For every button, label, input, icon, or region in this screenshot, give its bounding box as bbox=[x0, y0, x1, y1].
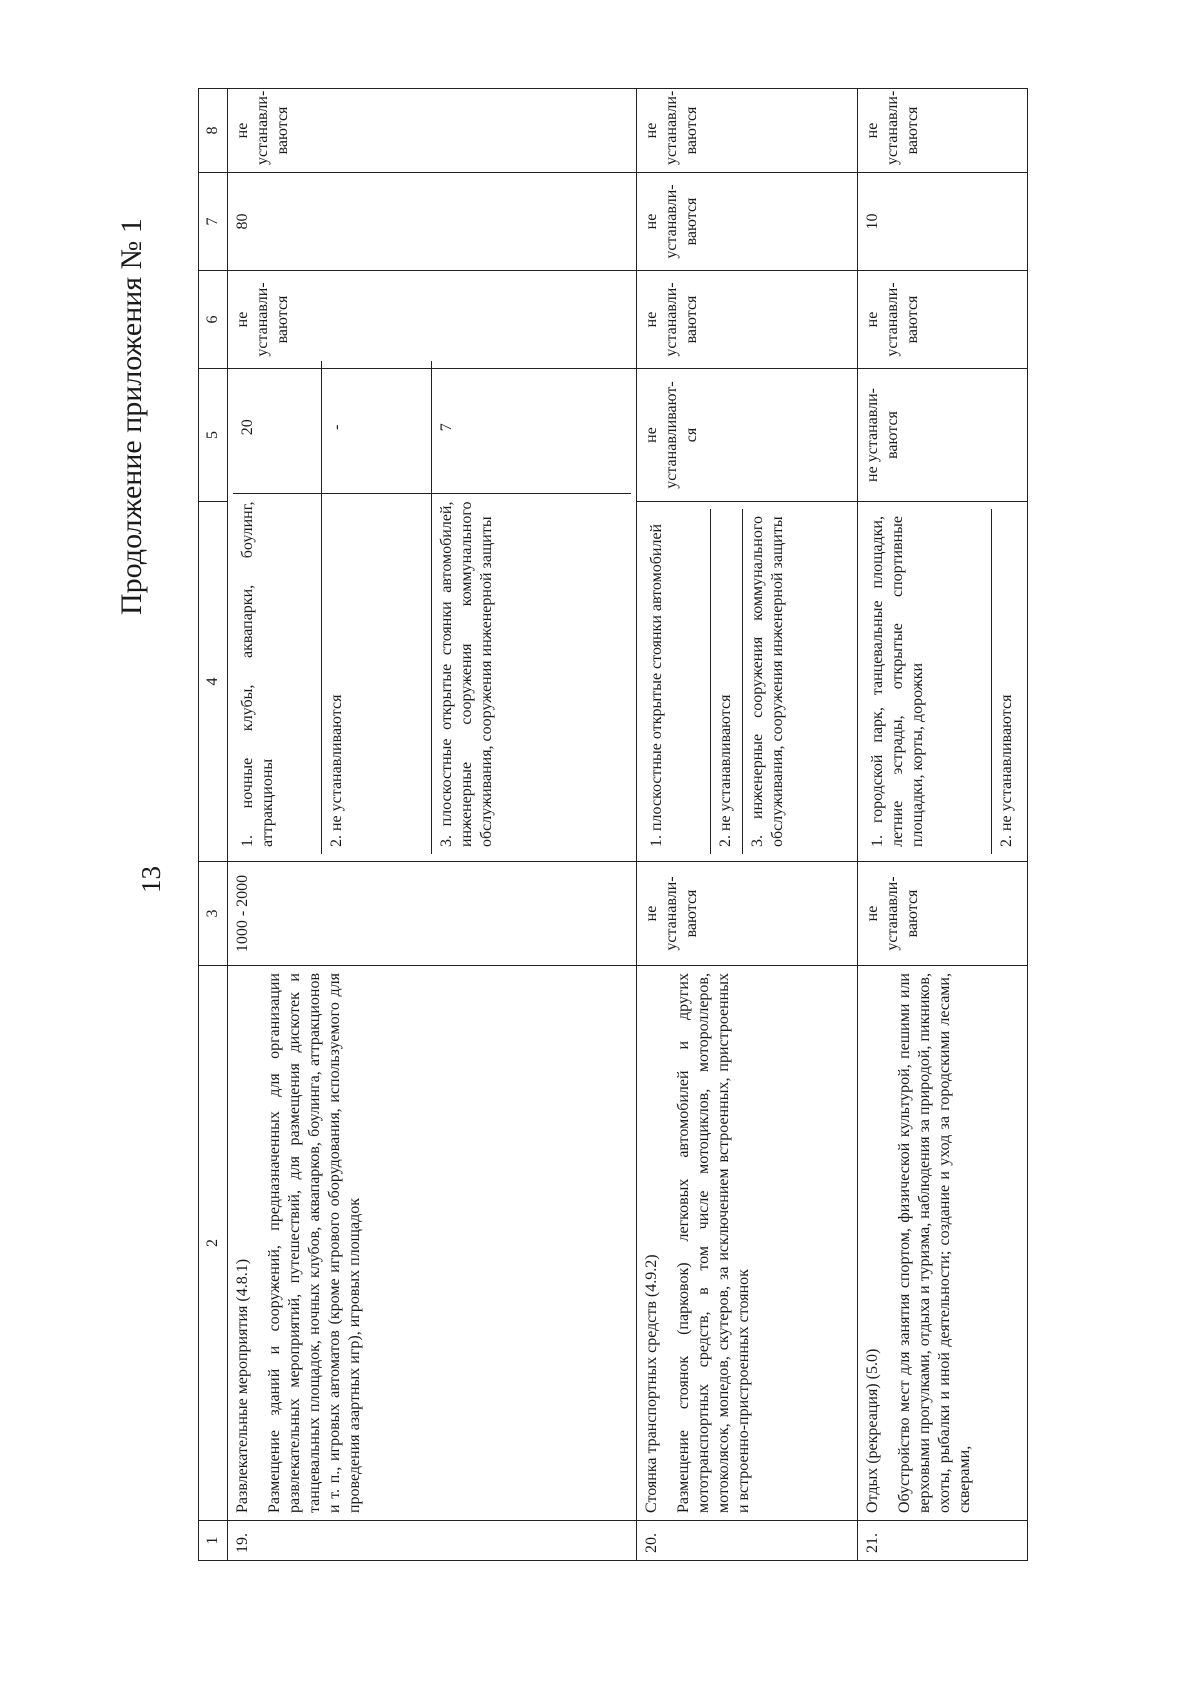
plot-area-cell: не устанавли-ваются bbox=[637, 862, 858, 966]
row-number: 19. bbox=[228, 1521, 637, 1561]
column-number: 5 bbox=[199, 369, 228, 502]
coverage-cell: 80 bbox=[228, 173, 637, 271]
subrows-table bbox=[863, 509, 1022, 854]
nested-cell bbox=[228, 369, 637, 862]
use-type-description: Размещение зданий и сооружений, предназначенных для организации развлекательных мероприятий, путешествий, для размещения дискотек и танцевальных площадок, ночных клубов, аквапарков, боулинга, аттракционов и т. п., игровых автоматов (кроме игрового оборудования, используемого для проведения азартных игр), игровых площадок bbox=[266, 973, 363, 1513]
subrow bbox=[431, 361, 631, 854]
use-type-cell bbox=[858, 966, 1028, 1521]
column-number: 3 bbox=[199, 862, 228, 966]
structure-type: 3. инженерные сооружения коммунального обслуживания, сооружения инженерной защиты bbox=[748, 516, 786, 847]
subrow bbox=[863, 509, 991, 854]
nested-cell bbox=[637, 502, 858, 862]
column-number: 7 bbox=[199, 173, 228, 271]
height-value: - bbox=[321, 361, 431, 494]
subrow bbox=[642, 509, 710, 854]
column-number: 2 bbox=[199, 966, 228, 1521]
table-row bbox=[228, 89, 637, 1561]
height-cell: не устанавливают-ся bbox=[637, 369, 858, 502]
subrows-table bbox=[642, 509, 852, 854]
setback-cell: не устанавли-ваются bbox=[637, 271, 858, 369]
structure-type: 2. не устанавливаются bbox=[321, 494, 431, 854]
column-number: 8 bbox=[199, 89, 228, 173]
other-params-cell: не устанавли-ваются bbox=[637, 89, 858, 173]
page-number: 13 bbox=[136, 866, 166, 893]
use-type-description: Размещение стоянок (парковок) легковых автомобилей и других мототранспортных средств, в том числе мотоциклов, мотороллеров, мотоколясок, мопедов, скутеров, за исключением встроенных, пристроенных и встроенно-пристроенных стоянок bbox=[675, 973, 752, 1513]
column-number: 6 bbox=[199, 271, 228, 369]
structure-type: 3. плоскостные открытые стоянки автомобилей, инженерные сооружения коммунального обслуживания, сооружения инженерной защиты bbox=[431, 494, 631, 854]
other-params-cell: не устанавли-ваются bbox=[858, 89, 1028, 173]
subrows-table bbox=[233, 361, 631, 854]
coverage-cell: не устанавли-ваются bbox=[637, 173, 858, 271]
coverage-cell: 10 bbox=[858, 173, 1028, 271]
setback-cell: не устанавли-ваются bbox=[228, 271, 637, 369]
column-number: 4 bbox=[199, 502, 228, 862]
structure-type: 1. городской парк, танцевальные площадки, летние эстрады, открытые спортивные площадки, корты, дорожки bbox=[863, 509, 991, 854]
table-row bbox=[858, 89, 1028, 1561]
use-type-title: Стоянка транспортных средств (4.9.2) bbox=[643, 1254, 660, 1513]
subrow bbox=[710, 509, 742, 854]
subrow bbox=[321, 361, 431, 854]
zoning-table bbox=[198, 88, 1028, 1561]
structure-type: 2. не устанавливаются bbox=[997, 694, 1015, 847]
column-number: 1 bbox=[199, 1521, 228, 1561]
use-type-description: Обустройство мест для занятия спортом, физической культурой, пешими или верховыми прогулками, отдыха и туризма, наблюдения за природой, пикников, охоты, рыбалки и иной деятельности; создание и уход за городскими лесами, скверами, bbox=[896, 973, 973, 1513]
structure-type: 1. плоскостные открытые стоянки автомобилей bbox=[642, 509, 710, 854]
height-value: 20 bbox=[233, 361, 321, 494]
row-number: 21. bbox=[858, 1521, 1028, 1561]
other-params-cell: не устанавли-ваются bbox=[228, 89, 637, 173]
plot-area-cell: 1000 - 2000 bbox=[228, 862, 637, 966]
subrow bbox=[742, 509, 852, 854]
height-cell: не устанавли-ваются bbox=[858, 369, 1028, 502]
use-type-cell bbox=[228, 966, 637, 1521]
structure-type: 2. не устанавливаются bbox=[710, 509, 742, 854]
structure-type: 1. ночные клубы, аквапарки, боулинг, аттракционы bbox=[233, 494, 321, 854]
column-number-row bbox=[199, 89, 228, 1561]
use-type-cell bbox=[637, 966, 858, 1521]
height-value: 7 bbox=[437, 423, 455, 432]
plot-area-cell: не устанавли-ваются bbox=[858, 862, 1028, 966]
subrow bbox=[991, 509, 1022, 854]
use-type-title: Развлекательные мероприятия (4.8.1) bbox=[234, 1258, 251, 1513]
subrow bbox=[233, 361, 321, 854]
use-type-title: Отдых (рекреация) (5.0) bbox=[864, 1348, 881, 1513]
table-row bbox=[637, 89, 858, 1561]
nested-cell bbox=[858, 502, 1028, 862]
setback-cell: не устанавли-ваются bbox=[858, 271, 1028, 369]
row-number: 20. bbox=[637, 1521, 858, 1561]
continuation-header: Продолжение приложения № 1 bbox=[115, 218, 148, 615]
